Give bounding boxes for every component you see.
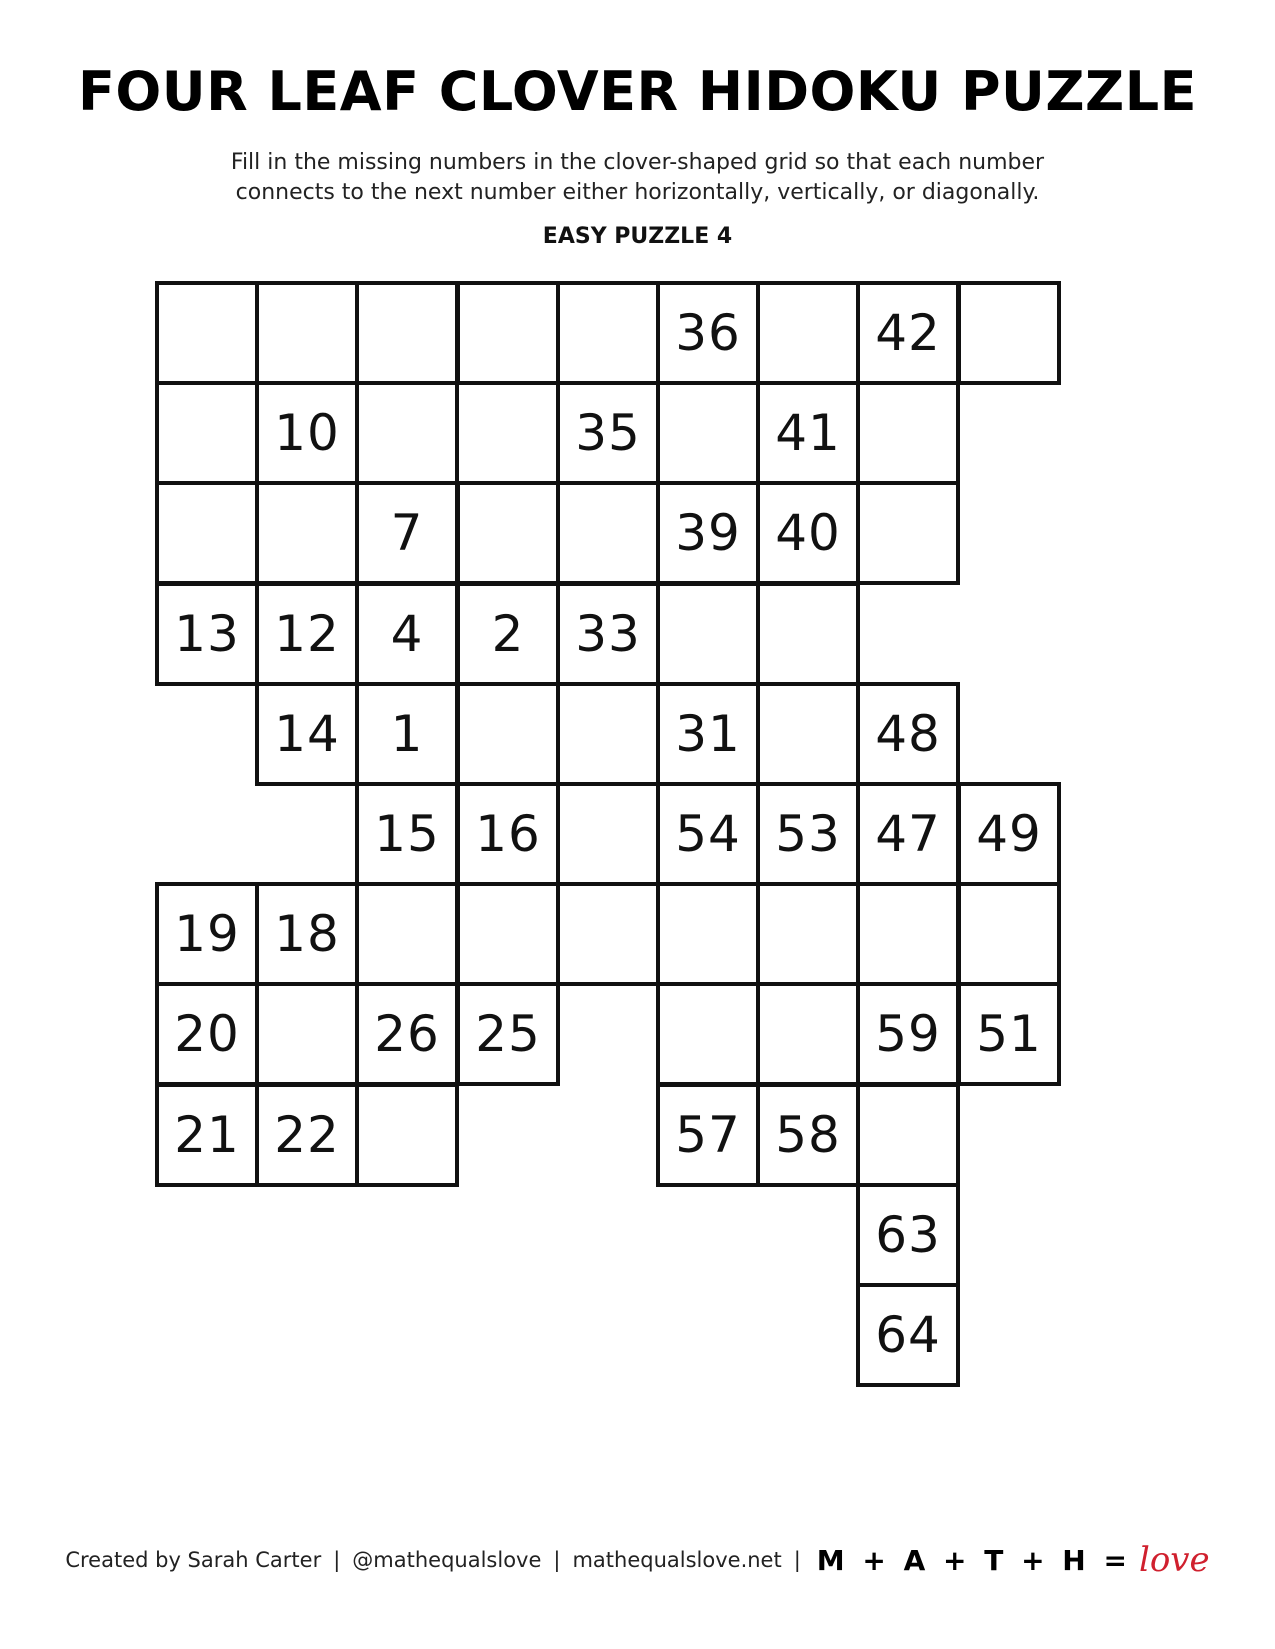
grid-cell[interactable] [155,381,259,485]
grid-cell[interactable] [456,982,560,1086]
grid-cell[interactable] [456,582,560,686]
grid-cell[interactable] [756,381,860,485]
grid-cell[interactable] [957,782,1061,886]
grid-cell[interactable] [456,682,560,786]
grid-cell[interactable] [255,982,359,1086]
cell-number: 54 [675,805,741,863]
grid-cell[interactable] [255,582,359,686]
cell-number: 10 [274,404,340,462]
grid-cell[interactable] [355,582,459,686]
puzzle-subtitle: EASY PUZZLE 4 [542,224,733,249]
grid-cell[interactable] [155,982,259,1086]
grid-cell[interactable] [355,682,459,786]
grid-cell[interactable] [255,1083,359,1187]
grid-cell[interactable] [656,1083,760,1187]
grid-cell[interactable] [556,281,660,385]
grid-cell[interactable] [756,882,860,986]
grid-cell[interactable] [756,782,860,886]
cell-number: 31 [675,705,741,763]
cell-number: 63 [875,1206,941,1264]
cell-number: 4 [390,605,424,663]
grid-cell[interactable] [957,882,1061,986]
grid-cell[interactable] [856,682,960,786]
cell-number: 16 [475,805,541,863]
cell-number: 1 [390,705,424,763]
cell-number: 53 [775,805,841,863]
grid-cell[interactable] [856,1183,960,1287]
grid-cell[interactable] [856,281,960,385]
footer-separator: | [333,1548,341,1572]
cell-number: 26 [374,1005,440,1063]
cell-number: 13 [174,605,240,663]
grid-cell[interactable] [957,281,1061,385]
cell-number: 2 [491,605,525,663]
grid-cell[interactable] [756,682,860,786]
footer-handle: @mathequalslove [352,1548,542,1572]
cell-number: 51 [976,1005,1042,1063]
grid-cell[interactable] [556,682,660,786]
grid-cell[interactable] [155,481,259,585]
cell-number: 57 [675,1106,741,1164]
grid-cell[interactable] [656,582,760,686]
grid-cell[interactable] [355,381,459,485]
grid-cell[interactable] [656,381,760,485]
footer-separator: | [793,1548,801,1572]
grid-cell[interactable] [656,281,760,385]
cell-number: 22 [274,1106,340,1164]
grid-cell[interactable] [456,882,560,986]
grid-cell[interactable] [656,982,760,1086]
cell-number: 47 [875,805,941,863]
cell-number: 7 [390,504,424,562]
grid-cell[interactable] [756,281,860,385]
cell-number: 20 [174,1005,240,1063]
cell-number: 33 [575,605,641,663]
cell-number: 40 [775,504,841,562]
instructions [150,148,1125,208]
cell-number: 59 [875,1005,941,1063]
footer-credit: Created by Sarah Carter [65,1548,322,1572]
grid-cell[interactable] [656,682,760,786]
grid-cell[interactable] [856,381,960,485]
grid-cell[interactable] [957,982,1061,1086]
grid-cell[interactable] [355,782,459,886]
grid-cell[interactable] [756,982,860,1086]
grid-cell[interactable] [756,1083,860,1187]
footer [0,1540,1275,1580]
grid-cell[interactable] [255,682,359,786]
cell-number: 58 [775,1106,841,1164]
grid-cell[interactable] [856,481,960,585]
grid-cell[interactable] [556,882,660,986]
grid-cell[interactable] [856,982,960,1086]
grid-cell[interactable] [556,782,660,886]
grid-cell[interactable] [155,582,259,686]
cell-number: 19 [174,905,240,963]
grid-cell[interactable] [656,782,760,886]
logo-text: M + A + T + H = [816,1543,1131,1577]
cell-number: 21 [174,1106,240,1164]
grid-cell[interactable] [255,481,359,585]
grid-cell[interactable] [756,582,860,686]
grid-cell[interactable] [856,1283,960,1387]
footer-separator: | [553,1548,561,1572]
grid-cell[interactable] [355,481,459,585]
cell-number: 48 [875,705,941,763]
cell-number: 42 [875,304,941,362]
grid-cell[interactable] [556,582,660,686]
footer-website: mathequalslove.net [572,1548,782,1572]
cell-number: 25 [475,1005,541,1063]
grid-cell[interactable] [456,281,560,385]
grid-cell[interactable] [355,281,459,385]
cell-number: 14 [274,705,340,763]
cell-number: 18 [274,905,340,963]
grid-cell[interactable] [355,1083,459,1187]
cell-number: 15 [374,805,440,863]
cell-number: 36 [675,304,741,362]
grid-cell[interactable] [456,481,560,585]
grid-cell[interactable] [355,982,459,1086]
cell-number: 35 [575,404,641,462]
grid-cell[interactable] [756,481,860,585]
grid-cell[interactable] [556,381,660,485]
grid-cell[interactable] [155,281,259,385]
logo-script: love [1138,1540,1210,1580]
page-title: FOUR LEAF CLOVER HIDOKU PUZZLE [77,60,1198,123]
grid-cell[interactable] [155,1083,259,1187]
grid-cell[interactable] [856,1083,960,1187]
instructions-line-1: Fill in the missing numbers in the clover-shaped grid so that each number [230,150,1045,175]
grid-cell[interactable] [856,782,960,886]
cell-number: 64 [875,1306,941,1364]
grid-cell[interactable] [656,481,760,585]
grid-cell[interactable] [656,882,760,986]
math-equals-love-logo [817,1540,1210,1580]
grid-cell[interactable] [255,281,359,385]
grid-cell[interactable] [856,882,960,986]
grid-cell[interactable] [355,882,459,986]
grid-cell[interactable] [155,882,259,986]
grid-cell[interactable] [456,782,560,886]
cell-number: 12 [274,605,340,663]
grid-cell[interactable] [255,381,359,485]
cell-number: 41 [775,404,841,462]
cell-number: 49 [976,805,1042,863]
cell-number: 39 [675,504,741,562]
grid-cell[interactable] [556,481,660,585]
grid-cell[interactable] [255,882,359,986]
instructions-line-2: connects to the next number either horizontally, vertically, or diagonally. [235,180,1040,205]
